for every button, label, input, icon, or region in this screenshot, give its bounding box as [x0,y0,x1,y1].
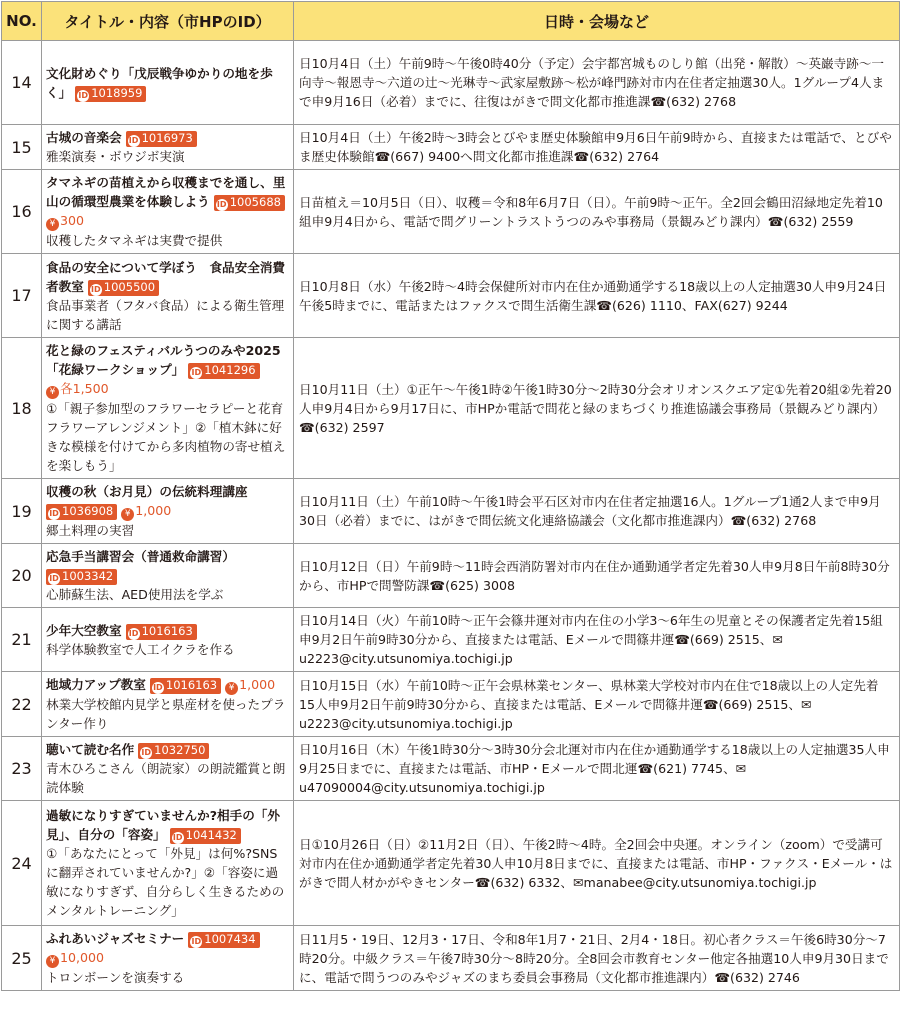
page-id-value: 1041432 [185,828,237,842]
table-row [2,544,900,608]
event-description: 林業大学校館内見学と県産材を使ったプランター作り [46,697,286,731]
table-row [2,801,900,926]
event-detail: 日10月11日（土）午前10時〜午後1時会平石区対市内在住者定抽選16人。1グループ1通2人まで申9月30日（必着）までに、はがきで問伝統文化連絡協議会（文化都市推進課内）☎(632) 2768 [294,479,900,544]
row-title-cell [42,672,294,737]
fee-value: 300 [60,213,85,228]
event-description: 雅楽演奏・ボウジボ実演 [46,149,185,164]
event-description: 青木ひろこさん（朗読家）の朗読鑑賞と朗読体験 [46,761,286,795]
table-row [2,608,900,672]
id-icon: ID [141,748,151,757]
event-title: ふれあいジャズセミナー [46,931,185,946]
yen-icon: ¥ [121,508,134,521]
event-detail: 日苗植え＝10月5日（日）、収穫＝令和8年6月7日（日）。午前9時〜正午。全2回会鶴田沼緑地定先着10組申9月4日から、電話で問グリーントラストうつのみや事務局（景観みどり課内）☎(632) 2559 [294,170,900,254]
id-icon: ID [49,574,59,583]
row-number: 15 [2,125,42,170]
event-description: 食品事業者（フタバ食品）による衛生管理に関する講話 [46,297,285,332]
fee-label [121,503,171,518]
page-id-value: 1032750 [154,743,206,757]
event-title: 聴いて読む名作 [46,742,135,757]
row-title-cell [42,801,294,926]
row-number: 16 [2,170,42,254]
page-id-badge [170,828,241,844]
event-description: ①「あなたにとって「外見」は何%?SNSに翻弄されていませんか?」②「容姿に過敏になりすぎず、自分らしく生きるためのメンタルトレーニング」 [46,846,285,918]
header-no: NO. [2,2,42,41]
page-id-badge [188,932,259,948]
event-title: 地域力アップ教室 [46,677,146,692]
page-id-value: 1018959 [91,85,143,100]
row-title-cell [42,479,294,544]
fee-label [46,950,104,965]
header-title: タイトル・内容（市HPのID） [42,2,294,41]
page-id-value: 1016973 [141,131,193,145]
yen-icon: ¥ [46,218,59,231]
fee-value: 10,000 [60,950,105,965]
event-title: 収穫の秋（お月見）の伝統料理講座 [46,484,248,499]
event-description: トロンボーンを演奏する [46,970,185,985]
page-id-badge [150,678,221,694]
row-number: 24 [2,801,42,926]
page-id-value: 1016163 [141,623,193,638]
page-id-badge [88,280,159,296]
event-description: 収穫したタマネギは実費で提供 [46,233,223,248]
id-icon: ID [49,509,59,518]
table-row [2,338,900,479]
row-number: 22 [2,672,42,737]
fee-value: 各1,500 [60,381,109,396]
page-id-value: 1007434 [204,932,256,946]
event-description: ①「親子参加型のフラワーセラピーと花育フラワーアレンジメント」②「植木鉢に好きな模様を付けてから多肉植物の寄せ植えを楽しもう」 [46,401,286,473]
row-number: 19 [2,479,42,544]
page-id-badge [75,86,146,102]
row-number: 21 [2,608,42,672]
page-id-badge [126,131,197,147]
event-description: 心肺蘇生法、AED使用法を学ぶ [46,587,224,602]
id-icon: ID [90,284,101,294]
table-row [2,254,900,338]
page-id-badge [46,504,117,520]
page-id-value: 1005688 [229,195,281,209]
table-row [2,737,900,801]
event-detail: 日10月8日（水）午後2時〜4時会保健所対市内在住か通勤通学する18歳以上の人定抽選30人申9月24日午後5時までに、電話またはファクスで問生活衛生課☎(626) 1110、FAX(627) 9244 [294,254,900,338]
yen-icon: ¥ [46,386,59,399]
fee-label [225,677,275,692]
event-title: 花と緑のフェスティバルうつのみや2025「花緑ワークショップ」 [46,343,281,377]
row-title-cell [42,170,294,254]
table-header-row [2,2,900,41]
row-title-cell [42,544,294,608]
fee-label [46,213,84,228]
event-detail: 日10月11日（土）①正午〜午後1時②午後1時30分〜2時30分会オリオンスクエア定①先着20組②先着20人申9月4日から9月17日に、市HPか電話で問花と緑のまちづくり推進協議会事務局（景観みどり課内）☎(632) 2597 [294,338,900,479]
event-table [1,1,900,991]
event-detail: 日10月15日（水）午前10時〜正午会県林業センター、県林業大学校対市内在住で18歳以上の人定先着15人申9月2日午前9時30分から、直接または電話、Eメールで問篠井運☎(669) 2515、✉u2223@city.utsunomiya.tochigi.jp [294,672,900,737]
id-icon: ID [216,200,227,209]
row-number: 17 [2,254,42,338]
row-number: 20 [2,544,42,608]
event-detail: 日①10月26日（日）②11月2日（日）、午後2時〜4時。全2回会中央運。オンライン（zoom）で受講可対市内在住か通勤通学者定先着30人申10月8日までに、直接または電話、市HP・ファクス・Eメール・はがきで問人材かがやきセンター☎(632) 6332、✉manabee@city.utsunomiya.tochigi.jp [294,801,900,926]
event-detail: 日10月14日（火）午前10時〜正午会篠井運対市内在住の小学3〜6年生の児童とその保護者定先着15組申9月2日午前9時30分から、直接または電話、Eメールで問篠井運☎(669) 2515、✉u2223@city.utsunomiya.tochigi.jp [294,608,900,672]
event-title: タマネギの苗植えから収穫までを通し、里山の循環型農業を体験しよう [46,175,286,209]
event-title: 食品の安全について学ぼう 食品安全消費者教室 [46,259,286,294]
event-title: 応急手当講習会（普通救命講習） [46,549,235,564]
id-icon: ID [172,833,183,842]
row-number: 23 [2,737,42,801]
table-row [2,479,900,544]
fee-label [46,381,109,396]
event-title: 文化財めぐり「戊辰戦争ゆかりの地を歩く」 [46,65,273,100]
row-title-cell [42,608,294,672]
table-row [2,41,900,125]
page-id-value: 1003342 [62,569,114,583]
id-icon: ID [128,136,139,145]
page-id-value: 1041296 [204,363,256,377]
row-number: 25 [2,926,42,991]
event-description: 郷土料理の実習 [46,523,135,538]
event-detail: 日10月12日（日）午前9時〜11時会西消防署対市内在住か通勤通学者定先着30人申9月8日午前8時30分から、市HPで問警防課☎(625) 3008 [294,544,900,608]
id-icon: ID [78,90,89,100]
page-id-badge [214,195,285,211]
fee-value: 1,000 [135,503,172,518]
page-id-badge [46,569,117,585]
event-detail: 日10月4日（土）午後2時〜3時会とびやま歴史体験館申9月6日午前9時から、直接または電話で、とびやま歴史体験館☎(667) 9400へ問文化都市推進課☎(632) 2764 [294,125,900,170]
page-id-badge [188,363,259,379]
table-row [2,170,900,254]
yen-icon: ¥ [46,955,59,968]
row-title-cell [42,338,294,479]
table-row [2,125,900,170]
event-detail: 日11月5・19日、12月3・17日、令和8年1月7・21日、2月4・18日。初心者クラス＝午後6時30分〜7時20分。中級クラス＝午後7時30分〜8時20分。全8回会市教育センター他定各抽選10人申9月30日までに、電話で問うつのみやジャズのまち委員会事務局（文化都市推進課内）☎(632) 2746 [294,926,900,991]
id-icon: ID [153,683,163,692]
event-detail: 日10月4日（土）午前9時〜午後0時40分（予定）会宇都宮城ものしり館（出発・解散）〜英巌寺跡〜一向寺〜報恩寺〜六道の辻〜光琳寺〜武家屋敷跡〜松が峰門跡対市内在住者定抽選30人。1グループ4人まで申9月16日（必着）までに、往復はがきで問文化都市推進課☎(632) 2768 [294,41,900,125]
page-id-value: 1036908 [62,504,114,518]
event-title: 過敏になりすぎていませんか?相手の「外見」、自分の「容姿」 [46,808,280,842]
row-title-cell [42,926,294,991]
id-icon: ID [191,368,202,377]
event-description: 科学体験教室で人工イクラを作る [46,641,235,657]
page-id-value: 1016163 [165,678,218,692]
row-number: 14 [2,41,42,125]
id-icon: ID [191,937,202,946]
event-title: 少年大空教室 [46,622,122,638]
row-title-cell [42,41,294,125]
table-row [2,672,900,737]
header-detail: 日時・会場など [294,2,900,41]
page-id-badge [138,743,209,759]
id-icon: ID [128,628,139,638]
row-number: 18 [2,338,42,479]
page-id-value: 1005500 [103,279,156,294]
yen-icon: ¥ [225,682,238,695]
fee-value: 1,000 [239,677,276,692]
event-title: 古城の音楽会 [46,130,122,145]
table-row [2,926,900,991]
row-title-cell [42,254,294,338]
page-id-badge [126,624,197,640]
row-title-cell [42,737,294,801]
row-title-cell [42,125,294,170]
event-detail: 日10月16日（木）午後1時30分〜3時30分会北運対市内在住か通勤通学する18歳以上の人定抽選35人申9月25日までに、直接または電話、市HP・Eメールで問北運☎(621) 7745、✉u47090004@city.utsunomiya.tochigi.jp [294,737,900,801]
